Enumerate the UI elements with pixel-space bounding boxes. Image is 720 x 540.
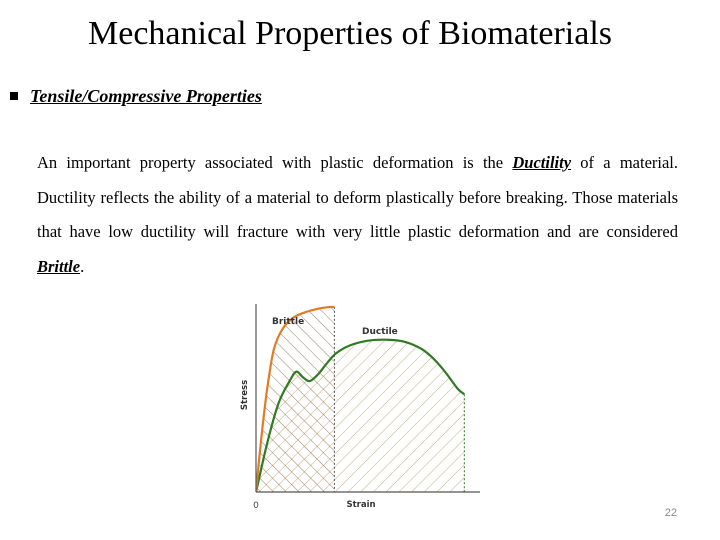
- term-brittle: Brittle: [37, 256, 81, 276]
- square-bullet-icon: [10, 92, 18, 100]
- page-number: 22: [664, 507, 677, 519]
- paragraph-text-1: An important property associated with plastic deformation is the: [37, 153, 513, 172]
- stress-strain-chart: [234, 300, 480, 514]
- term-ductility: Ductility: [512, 153, 572, 172]
- bullet-item: [10, 84, 262, 108]
- brittle-hatched-area: [256, 307, 334, 492]
- ductile-label: Ductile: [362, 327, 398, 337]
- origin-label: 0: [253, 501, 259, 511]
- y-axis-label: Stress: [240, 379, 250, 411]
- body-paragraph: [37, 146, 678, 284]
- slide-title: Mechanical Properties of Biomaterials: [88, 15, 612, 52]
- paragraph-text-3: .: [80, 256, 85, 276]
- x-axis-label: Strain: [346, 500, 376, 510]
- paragraph-text-2: of a material. Ductility reflects the ability of a material to deform plastically before breaking. Those materials that have low ductility will fracture with very little plastic deformation and are considered: [37, 153, 679, 241]
- subheading: Tensile/Compressive Properties: [30, 86, 262, 106]
- brittle-label: Brittle: [272, 317, 305, 327]
